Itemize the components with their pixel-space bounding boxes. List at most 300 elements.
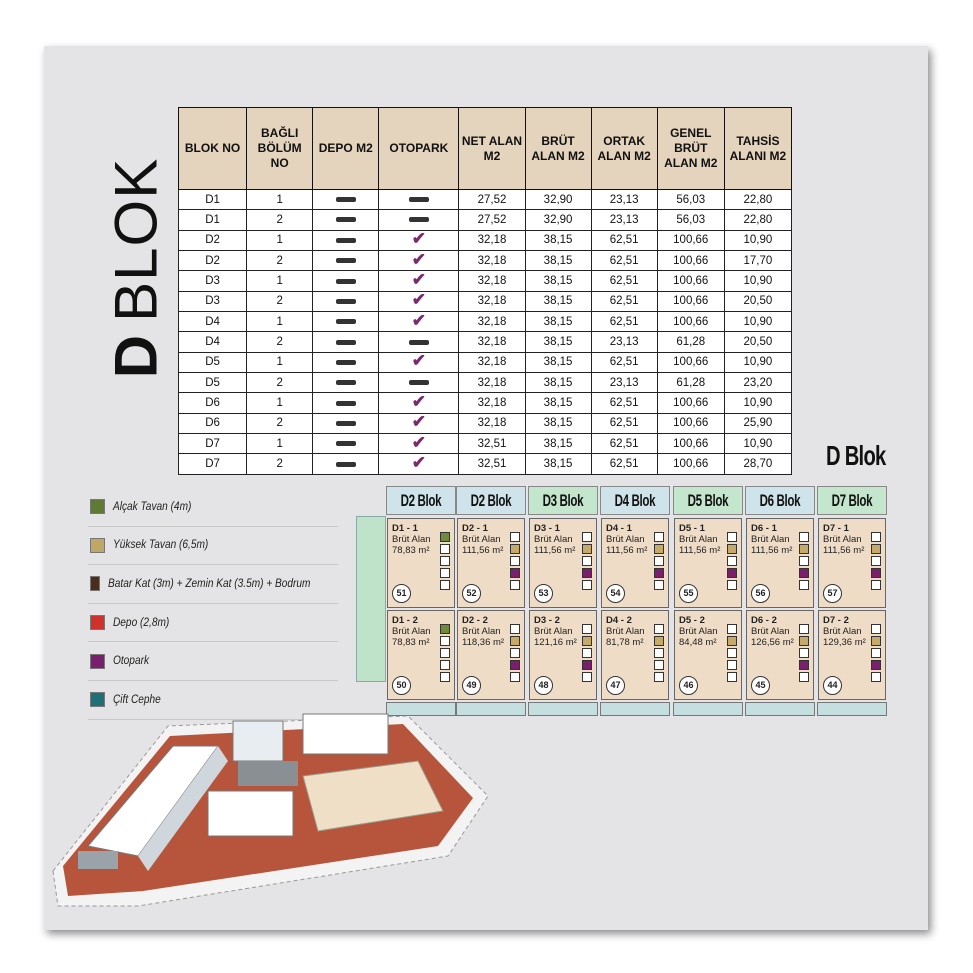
ortak-cell: 62,51 (591, 271, 657, 291)
plan-unit (529, 610, 597, 700)
blok-cell: D4 (179, 312, 247, 332)
depo-cell (313, 373, 379, 393)
depo-cell (313, 332, 379, 352)
feature-box (871, 660, 881, 670)
dash-icon (409, 217, 429, 222)
plan-column-label: D7 Blok (831, 490, 873, 510)
unit-area-label: Brüt Alan (462, 534, 501, 545)
feature-box (799, 672, 809, 682)
blok-cell: D2 (179, 230, 247, 250)
unit-number: 47 (606, 676, 625, 695)
table-row (179, 210, 792, 230)
unit-feature-boxes (654, 532, 664, 590)
check-icon: ✔ (411, 310, 426, 330)
unit-number: 45 (751, 676, 770, 695)
unit-area-unit: m² (636, 545, 648, 556)
legend-label: Depo (2,8m) (113, 616, 170, 629)
unit-area-unit: m² (705, 637, 717, 648)
unit-area-label: Brüt Alan (392, 626, 431, 637)
blok-cell: D6 (179, 413, 247, 433)
otopark-cell (379, 230, 459, 250)
blok-cell: D5 (179, 373, 247, 393)
ortak-cell: 23,13 (591, 332, 657, 352)
unit-feature-boxes (727, 532, 737, 590)
tahsis-cell: 25,90 (724, 413, 791, 433)
plan-column-label: D2 Blok (400, 490, 442, 510)
depo-cell (313, 454, 379, 474)
net-cell: 32,18 (459, 332, 525, 352)
ortak-cell: 62,51 (591, 291, 657, 311)
check-icon: ✔ (411, 290, 426, 310)
feature-box (871, 544, 881, 554)
otopark-cell (379, 373, 459, 393)
feature-box (727, 556, 737, 566)
area-table (178, 107, 792, 475)
feature-box (440, 648, 450, 658)
genel-cell: 100,66 (657, 230, 724, 250)
check-icon: ✔ (411, 229, 426, 249)
unit-area-unit: m² (418, 545, 430, 556)
table-row (179, 332, 792, 352)
table-row (179, 393, 792, 413)
feature-box (799, 532, 809, 542)
tahsis-cell: 20,50 (724, 291, 791, 311)
ortak-cell: 62,51 (591, 393, 657, 413)
feature-box (440, 532, 450, 542)
net-cell: 32,18 (459, 352, 525, 372)
depo-cell (313, 352, 379, 372)
table-row (179, 190, 792, 210)
unit-number: 49 (462, 676, 481, 695)
feature-box (510, 580, 520, 590)
unit-number: 55 (679, 584, 698, 603)
net-cell: 32,18 (459, 312, 525, 332)
ortak-cell: 23,13 (591, 210, 657, 230)
feature-box (582, 636, 592, 646)
otopark-cell (379, 291, 459, 311)
otopark-cell (379, 413, 459, 433)
tahsis-cell: 23,20 (724, 373, 791, 393)
col-header: DEPO M2 (313, 108, 379, 190)
otopark-cell (379, 454, 459, 474)
plan-column-header (456, 486, 526, 515)
plan-unit (457, 610, 525, 700)
otopark-cell (379, 251, 459, 271)
unit-area-unit: m² (493, 637, 505, 648)
feature-box (582, 568, 592, 578)
col-header: BRÜT ALAN M2 (525, 108, 591, 190)
feature-box (727, 648, 737, 658)
genel-cell: 100,66 (657, 271, 724, 291)
bolum-cell: 1 (247, 352, 313, 372)
unit-code: D3 - 2 (534, 615, 560, 626)
unit-area-unit: m² (709, 545, 721, 556)
dash-icon (336, 441, 356, 446)
plan-unit (818, 610, 886, 700)
ortak-cell: 62,51 (591, 251, 657, 271)
ortak-cell: 23,13 (591, 190, 657, 210)
tahsis-cell: 10,90 (724, 393, 791, 413)
unit-feature-boxes (510, 624, 520, 682)
brut-cell: 38,15 (525, 230, 591, 250)
check-icon: ✔ (411, 453, 426, 473)
genel-cell: 100,66 (657, 454, 724, 474)
tahsis-cell: 10,90 (724, 271, 791, 291)
unit-area-unit: m² (854, 637, 866, 648)
unit-code: D1 - 1 (392, 523, 418, 534)
feature-box (654, 636, 664, 646)
feature-box (582, 532, 592, 542)
brut-cell: 38,15 (525, 271, 591, 291)
plan-column-header (673, 486, 743, 515)
dash-icon (336, 258, 356, 263)
table-row (179, 230, 792, 250)
unit-feature-boxes (871, 532, 881, 590)
dash-icon (336, 401, 356, 406)
unit-code: D2 - 1 (462, 523, 488, 534)
bolum-cell: 2 (247, 373, 313, 393)
legend-label: Yüksek Tavan (6,5m) (113, 539, 209, 552)
feature-box (871, 672, 881, 682)
brut-cell: 38,15 (525, 454, 591, 474)
bolum-cell: 2 (247, 332, 313, 352)
tahsis-cell: 28,70 (724, 454, 791, 474)
unit-code: D7 - 2 (823, 615, 849, 626)
blok-cell: D3 (179, 291, 247, 311)
bolum-cell: 2 (247, 251, 313, 271)
unit-number: 51 (392, 584, 411, 603)
feature-box (871, 532, 881, 542)
otopark-cell (379, 312, 459, 332)
genel-cell: 56,03 (657, 190, 724, 210)
unit-number: 54 (606, 584, 625, 603)
feature-box (510, 532, 520, 542)
genel-cell: 100,66 (657, 434, 724, 454)
brut-cell: 38,15 (525, 332, 591, 352)
feature-box (727, 568, 737, 578)
aerial-site-render (48, 706, 493, 911)
plan-column-header (817, 486, 887, 515)
unit-feature-boxes (582, 624, 592, 682)
genel-cell: 100,66 (657, 312, 724, 332)
feature-box (654, 568, 664, 578)
unit-number: 53 (534, 584, 553, 603)
check-icon: ✔ (411, 270, 426, 290)
brut-cell: 32,90 (525, 210, 591, 230)
unit-code: D1 - 2 (392, 615, 418, 626)
feature-box (582, 672, 592, 682)
plan-unit (674, 610, 742, 700)
check-icon: ✔ (411, 392, 426, 412)
unit-area: 111,56 (606, 545, 634, 556)
plan-column-header (386, 486, 456, 515)
unit-code: D4 - 2 (606, 615, 632, 626)
unit-area: 129,36 (823, 637, 853, 648)
dash-icon (336, 340, 356, 345)
feature-box (440, 672, 450, 682)
blok-cell: D7 (179, 454, 247, 474)
plan-column-header (745, 486, 815, 515)
otopark-cell (379, 271, 459, 291)
tahsis-cell: 17,70 (724, 251, 791, 271)
unit-area-unit: m² (782, 637, 794, 648)
unit-area: 111,56 (679, 545, 707, 556)
genel-cell: 100,66 (657, 291, 724, 311)
unit-feature-boxes (510, 532, 520, 590)
plan-column-header (600, 486, 670, 515)
legend-item (88, 488, 338, 527)
tahsis-cell: 10,90 (724, 230, 791, 250)
feature-box (510, 648, 520, 658)
feature-box (871, 648, 881, 658)
ortak-cell: 23,13 (591, 373, 657, 393)
unit-area-unit: m² (853, 545, 865, 556)
plan-unit (601, 518, 669, 608)
feature-box (799, 568, 809, 578)
table-row (179, 271, 792, 291)
plan-bottom-strip (600, 702, 670, 716)
net-cell: 32,18 (459, 413, 525, 433)
table-row (179, 454, 792, 474)
dash-icon (409, 340, 429, 345)
unit-area: 118,36 (462, 637, 491, 648)
feature-box (582, 556, 592, 566)
unit-area: 111,56 (823, 545, 851, 556)
unit-area-label: Brüt Alan (823, 534, 862, 545)
legend-item (88, 527, 338, 566)
otopark-cell (379, 434, 459, 454)
unit-area-label: Brüt Alan (751, 534, 790, 545)
feature-box (582, 660, 592, 670)
feature-box (440, 580, 450, 590)
feature-box (440, 544, 450, 554)
blok-cell: D6 (179, 393, 247, 413)
brut-cell: 38,15 (525, 393, 591, 413)
unit-area-label: Brüt Alan (534, 626, 573, 637)
unit-feature-boxes (799, 624, 809, 682)
unit-area: 78,83 (392, 545, 416, 556)
otopark-cell (379, 332, 459, 352)
unit-area-unit: m² (418, 637, 430, 648)
bolum-cell: 1 (247, 271, 313, 291)
check-icon: ✔ (411, 432, 426, 452)
unit-number: 57 (823, 584, 842, 603)
unit-area-unit: m² (781, 545, 793, 556)
dash-icon (336, 238, 356, 243)
plan-unit (818, 518, 886, 608)
floor-plan (356, 486, 890, 736)
unit-area: 126,56 (751, 637, 781, 648)
dash-icon (336, 279, 356, 284)
tahsis-cell: 10,90 (724, 312, 791, 332)
plan-unit (387, 518, 455, 608)
table-header-row (179, 108, 792, 190)
tahsis-cell: 20,50 (724, 332, 791, 352)
unit-code: D7 - 1 (823, 523, 849, 534)
unit-area-unit: m² (492, 545, 504, 556)
table-row (179, 373, 792, 393)
feature-box (582, 580, 592, 590)
brut-cell: 32,90 (525, 190, 591, 210)
plan-bottom-strip (528, 702, 598, 716)
net-cell: 32,51 (459, 434, 525, 454)
unit-number: 50 (392, 676, 411, 695)
unit-feature-boxes (440, 532, 450, 590)
unit-area-label: Brüt Alan (679, 534, 718, 545)
feature-box (727, 544, 737, 554)
plan-side-green (356, 516, 386, 682)
plan-bottom-strip (817, 702, 887, 716)
ortak-cell: 62,51 (591, 413, 657, 433)
unit-area: 121,16 (534, 637, 564, 648)
genel-cell: 61,28 (657, 373, 724, 393)
dash-icon (336, 462, 356, 467)
feature-box (871, 636, 881, 646)
unit-area: 111,56 (534, 545, 562, 556)
feature-box (799, 544, 809, 554)
unit-number: 48 (534, 676, 553, 695)
unit-feature-boxes (582, 532, 592, 590)
feature-box (799, 580, 809, 590)
bolum-cell: 2 (247, 413, 313, 433)
ortak-cell: 62,51 (591, 352, 657, 372)
unit-number: 46 (679, 676, 698, 695)
feature-box (799, 636, 809, 646)
dash-icon (336, 299, 356, 304)
unit-feature-boxes (727, 624, 737, 682)
unit-feature-boxes (871, 624, 881, 682)
unit-area-label: Brüt Alan (679, 626, 718, 637)
feature-box (799, 556, 809, 566)
plan-column-label: D5 Blok (687, 490, 729, 510)
blok-cell: D5 (179, 352, 247, 372)
table-row (179, 291, 792, 311)
brut-cell: 38,15 (525, 413, 591, 433)
feature-box (510, 660, 520, 670)
plan-column-label: D4 Blok (614, 490, 656, 510)
feature-box (654, 624, 664, 634)
net-cell: 32,18 (459, 271, 525, 291)
unit-code: D3 - 1 (534, 523, 560, 534)
genel-cell: 61,28 (657, 332, 724, 352)
dash-icon (336, 380, 356, 385)
plan-unit (387, 610, 455, 700)
table-row (179, 434, 792, 454)
net-cell: 32,18 (459, 230, 525, 250)
depo-cell (313, 230, 379, 250)
brut-cell: 38,15 (525, 352, 591, 372)
ortak-cell: 62,51 (591, 312, 657, 332)
feature-box (440, 556, 450, 566)
bolum-cell: 1 (247, 434, 313, 454)
net-cell: 27,52 (459, 210, 525, 230)
unit-code: D5 - 2 (679, 615, 705, 626)
feature-box (654, 672, 664, 682)
blok-cell: D1 (179, 190, 247, 210)
depo-cell (313, 271, 379, 291)
unit-area: 111,56 (751, 545, 779, 556)
feature-box (510, 568, 520, 578)
net-cell: 32,18 (459, 393, 525, 413)
col-header: BAĞLI BÖLÜM NO (247, 108, 313, 190)
feature-box (799, 648, 809, 658)
feature-box (510, 556, 520, 566)
dash-icon (409, 380, 429, 385)
legend-label: Batar Kat (3m) + Zemin Kat (3.5m) + Bodrum (107, 577, 311, 590)
genel-cell: 100,66 (657, 251, 724, 271)
unit-feature-boxes (799, 532, 809, 590)
side-title: DBLOK (102, 157, 170, 379)
unit-area: 81,78 (606, 637, 630, 648)
genel-cell: 100,66 (657, 413, 724, 433)
depo-cell (313, 291, 379, 311)
feature-box (654, 648, 664, 658)
feature-box (510, 672, 520, 682)
feature-box (727, 580, 737, 590)
unit-number: 52 (462, 584, 481, 603)
feature-box (582, 544, 592, 554)
table-row (179, 352, 792, 372)
blok-cell: D7 (179, 434, 247, 454)
table-row (179, 251, 792, 271)
check-icon: ✔ (411, 351, 426, 371)
unit-code: D6 - 2 (751, 615, 777, 626)
tahsis-cell: 22,80 (724, 210, 791, 230)
plan-bottom-strip (745, 702, 815, 716)
feature-box (510, 636, 520, 646)
brut-cell: 38,15 (525, 291, 591, 311)
unit-area-label: Brüt Alan (534, 534, 573, 545)
unit-area: 84,48 (679, 637, 703, 648)
otopark-cell (379, 190, 459, 210)
genel-cell: 56,03 (657, 210, 724, 230)
table-row (179, 413, 792, 433)
unit-area-unit: m² (632, 637, 644, 648)
net-cell: 32,18 (459, 291, 525, 311)
net-cell: 32,51 (459, 454, 525, 474)
feature-box (727, 672, 737, 682)
bolum-cell: 1 (247, 393, 313, 413)
bolum-cell: 2 (247, 454, 313, 474)
check-icon: ✔ (411, 249, 426, 269)
plan-column-label: D6 Blok (759, 490, 801, 510)
otopark-cell (379, 210, 459, 230)
feature-box (871, 556, 881, 566)
plan-unit (529, 518, 597, 608)
ortak-cell: 62,51 (591, 434, 657, 454)
table-row (179, 312, 792, 332)
depo-cell (313, 312, 379, 332)
depo-cell (313, 434, 379, 454)
blok-cell: D3 (179, 271, 247, 291)
legend-swatch (90, 654, 105, 669)
tahsis-cell: 10,90 (724, 352, 791, 372)
unit-feature-boxes (440, 624, 450, 682)
tahsis-cell: 10,90 (724, 434, 791, 454)
plan-unit (746, 610, 814, 700)
dash-icon (336, 217, 356, 222)
unit-number: 56 (751, 584, 770, 603)
unit-area: 111,56 (462, 545, 490, 556)
legend-item (88, 642, 338, 681)
bolum-cell: 1 (247, 312, 313, 332)
blok-cell: D2 (179, 251, 247, 271)
blok-cell: D4 (179, 332, 247, 352)
dash-icon (336, 360, 356, 365)
col-header: GENEL BRÜT ALAN M2 (657, 108, 724, 190)
feature-box (654, 544, 664, 554)
feature-box (654, 556, 664, 566)
